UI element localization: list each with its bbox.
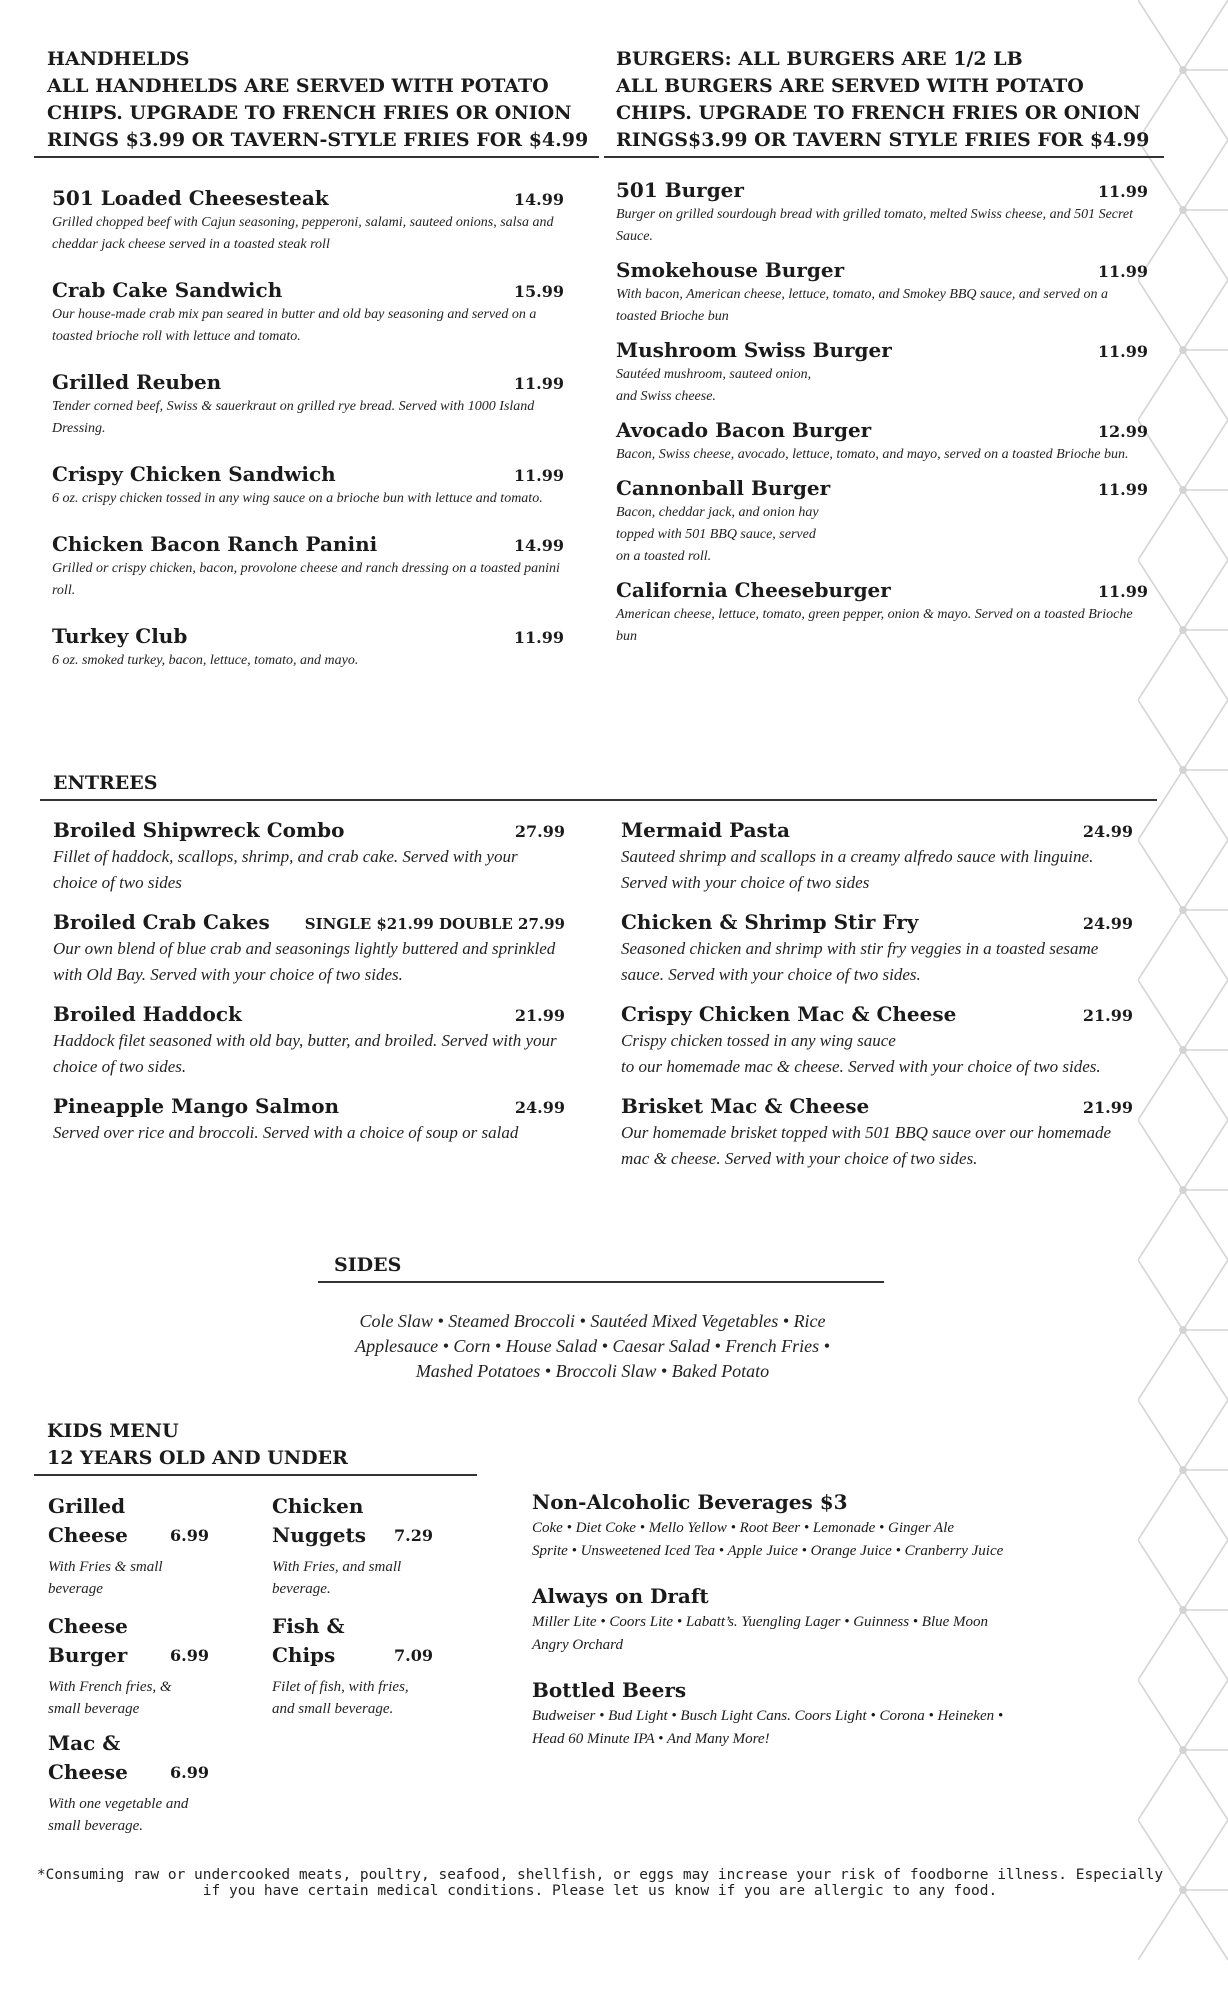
item-description: With one vegetable and small beverage. <box>48 1796 189 1834</box>
item-name: Burger <box>48 1643 128 1667</box>
item-name: Grilled <box>48 1494 126 1518</box>
item-description: American cheese, lettuce, tomato, green pepper, onion & mayo. Served on a toasted Brioche bun <box>616 607 1133 644</box>
beverage-group <box>532 1675 1132 1751</box>
item-description: Bacon, Swiss cheese, avocado, lettuce, tomato, and mayo, served on a toasted Brioche bun. <box>616 447 1129 462</box>
menu-item <box>52 462 564 510</box>
kids-header <box>34 1418 477 1476</box>
item-price: 11.99 <box>1097 582 1148 601</box>
handhelds-list <box>52 186 564 687</box>
item-name: Turkey Club <box>52 624 188 648</box>
item-description: Sautéed mushroom, sauteed onion, and Swiss cheese. <box>616 367 812 404</box>
item-description: Our homemade brisket topped with 501 BBQ sauce over our homemade mac & cheese. Served with your choice of two sides. <box>621 1123 1112 1168</box>
burgers-header <box>604 46 1164 158</box>
burgers-title-line: RINGS$3.99 OR TAVERN STYLE FRIES FOR $4.99 <box>616 129 1150 151</box>
menu-item <box>621 1002 1133 1080</box>
item-description: Bacon, cheddar jack, and onion hay topped with 501 BBQ sauce, served on a toasted roll. <box>616 505 819 564</box>
item-name: Broiled Haddock <box>53 1002 242 1026</box>
sides-line: Cole Slaw • Steamed Broccoli • Sautéed Mixed Vegetables • Rice <box>359 1311 826 1331</box>
item-name: 501 Burger <box>616 178 744 202</box>
menu-item <box>616 578 1148 648</box>
entrees-right-list <box>621 818 1133 1186</box>
beverage-list: Budweiser • Bud Light • Busch Light Cans. Coors Light • Corona • Heineken • Head 60 Minute IPA • And Many More! <box>532 1708 1004 1747</box>
item-description: Our house-made crab mix pan seared in butter and old bay seasoning and served on a toasted brioche roll with lettuce and tomato. <box>52 307 537 344</box>
item-description: Our own blend of blue crab and seasonings lightly buttered and sprinkled with Old Bay. Served with your choice of two sides. <box>53 939 556 984</box>
item-price: 21.99 <box>1082 1098 1133 1117</box>
sides-header <box>318 1252 884 1283</box>
menu-item <box>616 178 1148 248</box>
item-description: Burger on grilled sourdough bread with grilled tomato, melted Swiss cheese, and 501 Secret Sauce. <box>616 207 1134 244</box>
burgers-title-line: CHIPS. UPGRADE TO FRENCH FRIES OR ONION <box>616 102 1141 124</box>
item-price: 7.29 <box>394 1526 433 1545</box>
item-name: Chicken Bacon Ranch Panini <box>52 532 378 556</box>
item-price: 21.99 <box>1082 1006 1133 1025</box>
beverage-title: Always on Draft <box>532 1584 709 1608</box>
item-description: Served over rice and broccoli. Served with a choice of soup or salad <box>53 1123 519 1142</box>
handhelds-title-line: CHIPS. UPGRADE TO FRENCH FRIES OR ONION <box>47 102 572 124</box>
item-name: 501 Loaded Cheesesteak <box>52 186 329 210</box>
item-name: Mermaid Pasta <box>621 818 790 842</box>
beverage-group <box>532 1581 1132 1657</box>
sides-list <box>315 1309 870 1384</box>
allergy-disclaimer: *Consuming raw or undercooked meats, poultry, seafood, shellfish, or eggs may increase your risk of foodborne illness. Especially if you have certain medical conditions. Please let us know if you are allergic to any food. <box>36 1867 1164 1899</box>
beverage-title: Non-Alcoholic Beverages $3 <box>532 1490 848 1514</box>
item-price: 24.99 <box>514 1098 565 1117</box>
menu-item <box>53 818 565 896</box>
item-price: 11.99 <box>1097 480 1148 499</box>
item-name: Broiled Crab Cakes <box>53 910 270 934</box>
item-price: 7.09 <box>394 1646 433 1665</box>
item-name: Broiled Shipwreck Combo <box>53 818 345 842</box>
item-name: Mac & <box>48 1731 121 1755</box>
item-description: Fillet of haddock, scallops, shrimp, and crab cake. Served with your choice of two sides <box>53 847 518 892</box>
item-description: With Fries, and small beverage. <box>272 1559 402 1597</box>
item-price: 14.99 <box>513 536 564 555</box>
menu-item <box>616 258 1148 328</box>
item-name: California Cheeseburger <box>616 578 891 602</box>
menu-item <box>52 624 564 672</box>
menu-item <box>621 910 1133 988</box>
item-name: Cheese <box>48 1760 128 1784</box>
kids-item <box>272 1492 452 1600</box>
handhelds-title-line: HANDHELDS <box>47 48 190 70</box>
beverage-title: Bottled Beers <box>532 1678 687 1702</box>
item-price: 21.99 <box>514 1006 565 1025</box>
entrees-left-list <box>53 818 565 1160</box>
item-name: Brisket Mac & Cheese <box>621 1094 870 1118</box>
item-description: Sauteed shrimp and scallops in a creamy alfredo sauce with linguine. Served with your choice of two sides <box>621 847 1094 892</box>
item-price: 11.99 <box>513 628 564 647</box>
sides-line: Applesauce • Corn • House Salad • Caesar Salad • French Fries • <box>355 1336 830 1356</box>
menu-item <box>52 532 564 602</box>
menu-item <box>52 186 564 256</box>
item-price: 11.99 <box>513 466 564 485</box>
entrees-title: ENTREES <box>53 772 158 794</box>
item-description: 6 oz. smoked turkey, bacon, lettuce, tomato, and mayo. <box>52 653 359 668</box>
menu-item <box>53 910 565 988</box>
item-name: Cheese <box>48 1523 128 1547</box>
item-name: Cheese <box>48 1614 128 1638</box>
item-price: 11.99 <box>1097 342 1148 361</box>
item-price: 6.99 <box>170 1526 209 1545</box>
item-name: Chicken <box>272 1494 364 1518</box>
item-price: 15.99 <box>513 282 564 301</box>
item-name: Fish & <box>272 1614 345 1638</box>
menu-item <box>616 338 1148 408</box>
item-description: Filet of fish, with fries, and small beverage. <box>272 1679 409 1717</box>
sides-title: SIDES <box>334 1254 402 1276</box>
entrees-header <box>40 770 1157 801</box>
menu-item <box>621 818 1133 896</box>
item-price: 24.99 <box>1082 914 1133 933</box>
menu-item <box>616 418 1148 466</box>
item-name: Mushroom Swiss Burger <box>616 338 892 362</box>
item-price: SINGLE $21.99 DOUBLE 27.99 <box>304 915 565 933</box>
menu-item <box>616 476 1148 568</box>
burgers-title-line: ALL BURGERS ARE SERVED WITH POTATO <box>616 75 1084 97</box>
item-price: 11.99 <box>1097 182 1148 201</box>
beverage-group <box>532 1487 1132 1563</box>
item-name: Avocado Bacon Burger <box>616 418 872 442</box>
item-price: 12.99 <box>1097 422 1148 441</box>
menu-item <box>53 1002 565 1080</box>
item-name: Crispy Chicken Mac & Cheese <box>621 1002 957 1026</box>
menu-item <box>52 370 564 440</box>
kids-title-line: 12 YEARS OLD AND UNDER <box>47 1447 348 1469</box>
item-description: Haddock filet seasoned with old bay, butter, and broiled. Served with your choice of two sides. <box>53 1031 557 1076</box>
item-description: 6 oz. crispy chicken tossed in any wing sauce on a brioche bun with lettuce and tomato. <box>52 491 543 506</box>
item-price: 11.99 <box>1097 262 1148 281</box>
item-description: Grilled chopped beef with Cajun seasoning, pepperoni, salami, sauteed onions, salsa and cheddar jack cheese served in a toasted steak roll <box>52 215 554 252</box>
item-description: Grilled or crispy chicken, bacon, provolone cheese and ranch dressing on a toasted panini roll. <box>52 561 560 598</box>
sides-line: Mashed Potatoes • Broccoli Slaw • Baked Potato <box>415 1361 770 1381</box>
item-name: Chips <box>272 1643 336 1667</box>
item-name: Crispy Chicken Sandwich <box>52 462 336 486</box>
handhelds-title-line: RINGS $3.99 OR TAVERN-STYLE FRIES FOR $4.99 <box>47 129 589 151</box>
item-description: With Fries & small beverage <box>48 1559 163 1597</box>
item-name: Crab Cake Sandwich <box>52 278 283 302</box>
item-name: Grilled Reuben <box>52 370 222 394</box>
item-name: Chicken & Shrimp Stir Fry <box>621 910 919 934</box>
item-description: With French fries, & small beverage <box>48 1679 172 1717</box>
item-name: Nuggets <box>272 1523 367 1547</box>
menu-item <box>52 278 564 348</box>
menu-item <box>621 1094 1133 1172</box>
item-description: Seasoned chicken and shrimp with stir fry veggies in a toasted sesame sauce. Served with your choice of two sides. <box>621 939 1099 984</box>
kids-title-line: KIDS MENU <box>47 1420 179 1442</box>
item-description: Tender corned beef, Swiss & sauerkraut on grilled rye bread. Served with 1000 Island Dressing. <box>52 399 535 436</box>
item-price: 6.99 <box>170 1646 209 1665</box>
beverages-list <box>532 1487 1132 1769</box>
item-price: 11.99 <box>513 374 564 393</box>
menu-item <box>53 1094 565 1146</box>
kids-item <box>48 1729 218 1837</box>
item-price: 24.99 <box>1082 822 1133 841</box>
decorative-pattern <box>1138 0 1228 2000</box>
item-name: Pineapple Mango Salmon <box>53 1094 340 1118</box>
item-price: 6.99 <box>170 1763 209 1782</box>
handhelds-title-line: ALL HANDHELDS ARE SERVED WITH POTATO <box>47 75 549 97</box>
beverage-list: Coke • Diet Coke • Mello Yellow • Root Beer • Lemonade • Ginger Ale Sprite • Unsweetened Iced Tea • Apple Juice • Orange Juice • Cranberry Juice <box>532 1520 1004 1559</box>
handhelds-header <box>34 46 599 158</box>
burgers-title-line: BURGERS: ALL BURGERS ARE 1/2 LB <box>616 48 1023 70</box>
item-description: Crispy chicken tossed in any wing sauce to our homemade mac & cheese. Served with your choice of two sides. <box>621 1031 1101 1076</box>
item-description: With bacon, American cheese, lettuce, tomato, and Smokey BBQ sauce, and served on a toasted Brioche bun <box>616 287 1108 324</box>
item-name: Smokehouse Burger <box>616 258 845 282</box>
kids-item <box>48 1612 218 1720</box>
item-price: 27.99 <box>514 822 565 841</box>
item-name: Cannonball Burger <box>616 476 831 500</box>
item-price: 14.99 <box>513 190 564 209</box>
beverage-list: Miller Lite • Coors Lite • Labatt’s. Yuengling Lager • Guinness • Blue Moon Angry Orchard <box>532 1614 989 1653</box>
kids-item <box>48 1492 218 1600</box>
kids-item <box>272 1612 452 1720</box>
burgers-list <box>616 178 1148 658</box>
